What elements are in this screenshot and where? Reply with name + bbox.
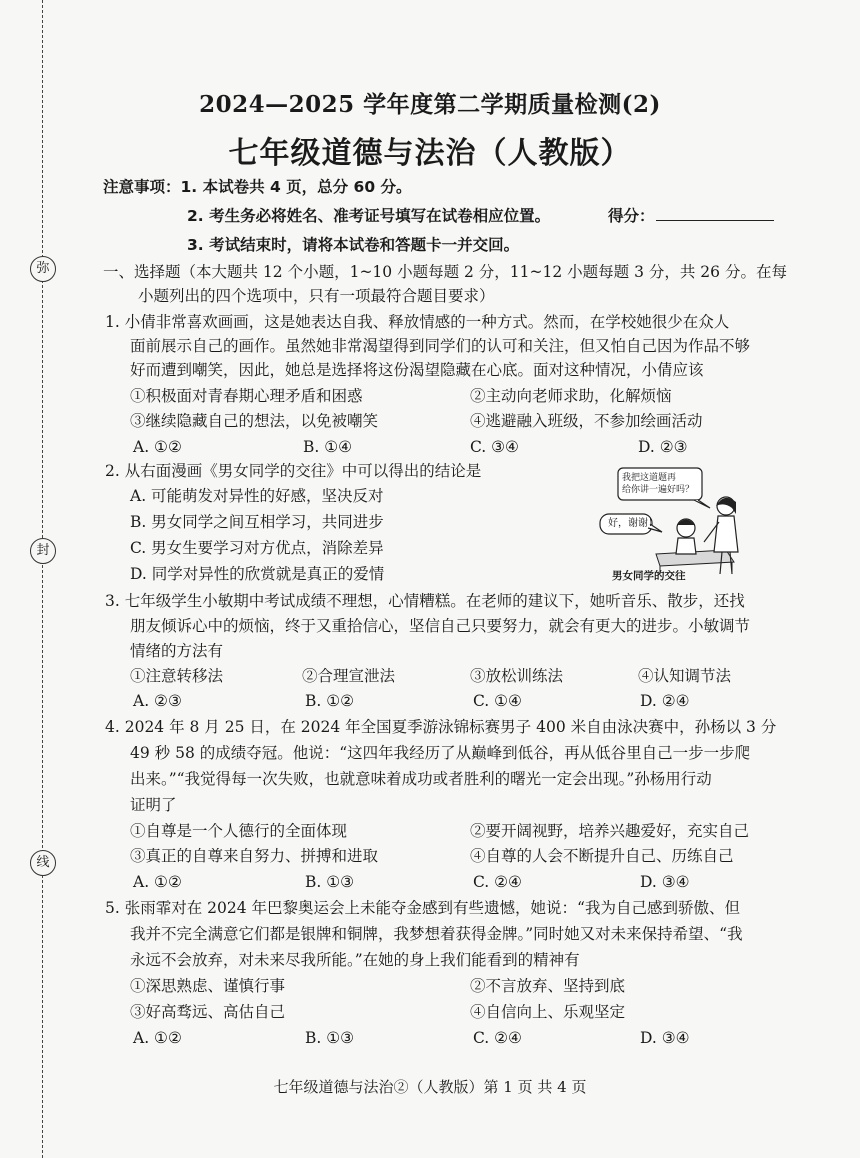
q1-stem-line3: 好而遭到嘲笑，因此，她总是选择将这份渴望隐藏在心底。面对这种情况，小倩应该 (130, 361, 704, 379)
q3-option-b[interactable]: B. ①② (305, 692, 355, 710)
q5-option-c[interactable]: C. ②④ (473, 1029, 522, 1047)
q4-option-b[interactable]: B. ①③ (305, 873, 355, 891)
score-blank[interactable] (656, 220, 774, 221)
q1-item-4: ④逃避融入班级，不参加绘画活动 (470, 412, 703, 430)
q4-item-1: ①自尊是一个人德行的全面体现 (130, 822, 348, 840)
q3-item-1: ①注意转移法 (130, 667, 224, 685)
q4-option-d[interactable]: D. ③④ (640, 873, 690, 891)
note-3: 3. 考试结束时，请将本试卷和答题卡一并交回。 (187, 236, 520, 254)
q1-option-c[interactable]: C. ③④ (470, 438, 519, 456)
q3-option-c[interactable]: C. ①④ (473, 692, 522, 710)
q1-option-b[interactable]: B. ①④ (303, 438, 353, 456)
notes-block (103, 177, 412, 197)
q2-option-d[interactable]: D. 同学对异性的欣赏就是真正的爱情 (130, 565, 385, 583)
q4-option-a[interactable]: A. ①② (133, 873, 182, 891)
q2-stem: 2. 从右面漫画《男女同学的交往》中可以得出的结论是 (105, 462, 482, 480)
exam-subtitle: 七年级道德与法治（人教版） (228, 136, 632, 171)
q3-stem-line2: 朋友倾诉心中的烦恼，终于又重拾信心，坚信自己只要努力，就会有更大的进步。小敏调节 (130, 617, 751, 635)
section-heading: 一、选择题（本大题共 12 个小题，1~10 小题每题 2 分，11~12 小题每题 3 分，共 26 分。在每 (103, 263, 787, 281)
section-heading-cont: 小题列出的四个选项中，只有一项最符合题目要求） (138, 287, 495, 305)
exam-title: 2024—2025 学年度第二学期质量检测(2) (199, 91, 661, 118)
note-1: 1. 本试卷共 4 页，总分 60 分。 (180, 178, 412, 196)
page-footer: 七年级道德与法治②（人教版）第 1 页 共 4 页 (273, 1078, 587, 1096)
q5-item-1: ①深思熟虑、谨慎行事 (130, 977, 286, 995)
q1-item-3: ③继续隐藏自己的想法，以免被嘲笑 (130, 412, 379, 430)
q1-stem-line2: 面前展示自己的画作。虽然她非常渴望得到同学们的认可和关注，但又怕自己因为作品不够 (130, 337, 751, 355)
q2-option-a[interactable]: A. 可能萌发对异性的好感，坚决反对 (130, 487, 384, 505)
q5-option-b[interactable]: B. ①③ (305, 1029, 355, 1047)
binding-margin (0, 0, 60, 1158)
q4-stem-line2: 49 秒 58 的成绩夺冠。他说：“这四年我经历了从巅峰到低谷，再从低谷里自己一步一步爬 (130, 744, 751, 762)
q5-option-d[interactable]: D. ③④ (640, 1029, 690, 1047)
cartoon-caption: 男女同学的交往 (612, 570, 686, 582)
q1-item-1: ①积极面对青春期心理矛盾和困惑 (130, 387, 363, 405)
q3-stem-line1: 3. 七年级学生小敏期中考试成绩不理想，心情糟糕。在老师的建议下，她听音乐、散步，还找 (105, 592, 745, 610)
q3-item-3: ③放松训练法 (470, 667, 564, 685)
q3-stem-line3: 情绪的方法有 (130, 642, 224, 660)
notes-label: 注意事项： (103, 178, 181, 196)
q1-stem-line1: 1. 小倩非常喜欢画画，这是她表达自我、释放情感的一种方式。然而，在学校她很少在众人 (105, 313, 730, 331)
q2-option-b[interactable]: B. 男女同学之间互相学习，共同进步 (130, 513, 384, 531)
q4-item-4: ④自尊的人会不断提升自己、历练自己 (470, 847, 734, 865)
bubble-1-line1: 我把这道题再 (622, 473, 677, 483)
q4-stem-line3: 出来。”“我觉得每一次失败，也就意味着成功或者胜利的曙光一定会出现。”孙杨用行动 (130, 770, 712, 788)
q1-option-a[interactable]: A. ①② (133, 438, 182, 456)
q5-stem-line2: 我并不完全满意它们都是银牌和铜牌，我梦想着获得金牌。”同时她又对未来保持希望、“我 (130, 925, 743, 943)
seal-xian: 线 (30, 850, 56, 876)
bubble-1-text (622, 472, 694, 496)
bubble-2-text: 好，谢谢！ (608, 518, 658, 529)
q4-item-2: ②要开阔视野，培养兴趣爱好，充实自己 (470, 822, 750, 840)
q5-stem-line1: 5. 张雨霏对在 2024 年巴黎奥运会上未能夺金感到有些遗憾，她说：“我为自己感到骄傲、但 (105, 899, 740, 917)
q5-option-a[interactable]: A. ①② (133, 1029, 182, 1047)
q1-item-2: ②主动向老师求助，化解烦恼 (470, 387, 672, 405)
bubble-1-line2: 给你讲一遍好吗？ (622, 485, 695, 495)
q3-item-2: ②合理宣泄法 (302, 667, 396, 685)
q3-option-a[interactable]: A. ②③ (133, 692, 182, 710)
q4-item-3: ③真正的自尊来自努力、拼搏和进取 (130, 847, 379, 865)
seal-feng: 封 (30, 538, 56, 564)
q5-item-2: ②不言放弃、坚持到底 (470, 977, 626, 995)
binding-dashed-line (42, 0, 43, 1158)
score-label: 得分： (608, 207, 655, 225)
q4-stem-line4: 证明了 (130, 796, 177, 814)
q2-option-c[interactable]: C. 男女生要学习对方优点，消除差异 (130, 539, 384, 557)
q3-option-d[interactable]: D. ②④ (640, 692, 690, 710)
q4-option-c[interactable]: C. ②④ (473, 873, 522, 891)
q5-stem-line3: 永远不会放弃，对未来尽我所能。”在她的身上我们能看到的精神有 (130, 951, 580, 969)
q4-stem-line1: 4. 2024 年 8 月 25 日，在 2024 年全国夏季游泳锦标赛男子 400 米自由泳决赛中，孙杨以 3 分 (105, 718, 777, 736)
q3-item-4: ④认知调节法 (638, 667, 732, 685)
q1-option-d[interactable]: D. ②③ (638, 438, 688, 456)
seal-mi: 弥 (30, 256, 56, 282)
q5-item-4: ④自信向上、乐观坚定 (470, 1003, 626, 1021)
note-2: 2. 考生务必将姓名、准考证号填写在试卷相应位置。 (187, 207, 551, 225)
q5-item-3: ③好高骛远、高估自己 (130, 1003, 286, 1021)
